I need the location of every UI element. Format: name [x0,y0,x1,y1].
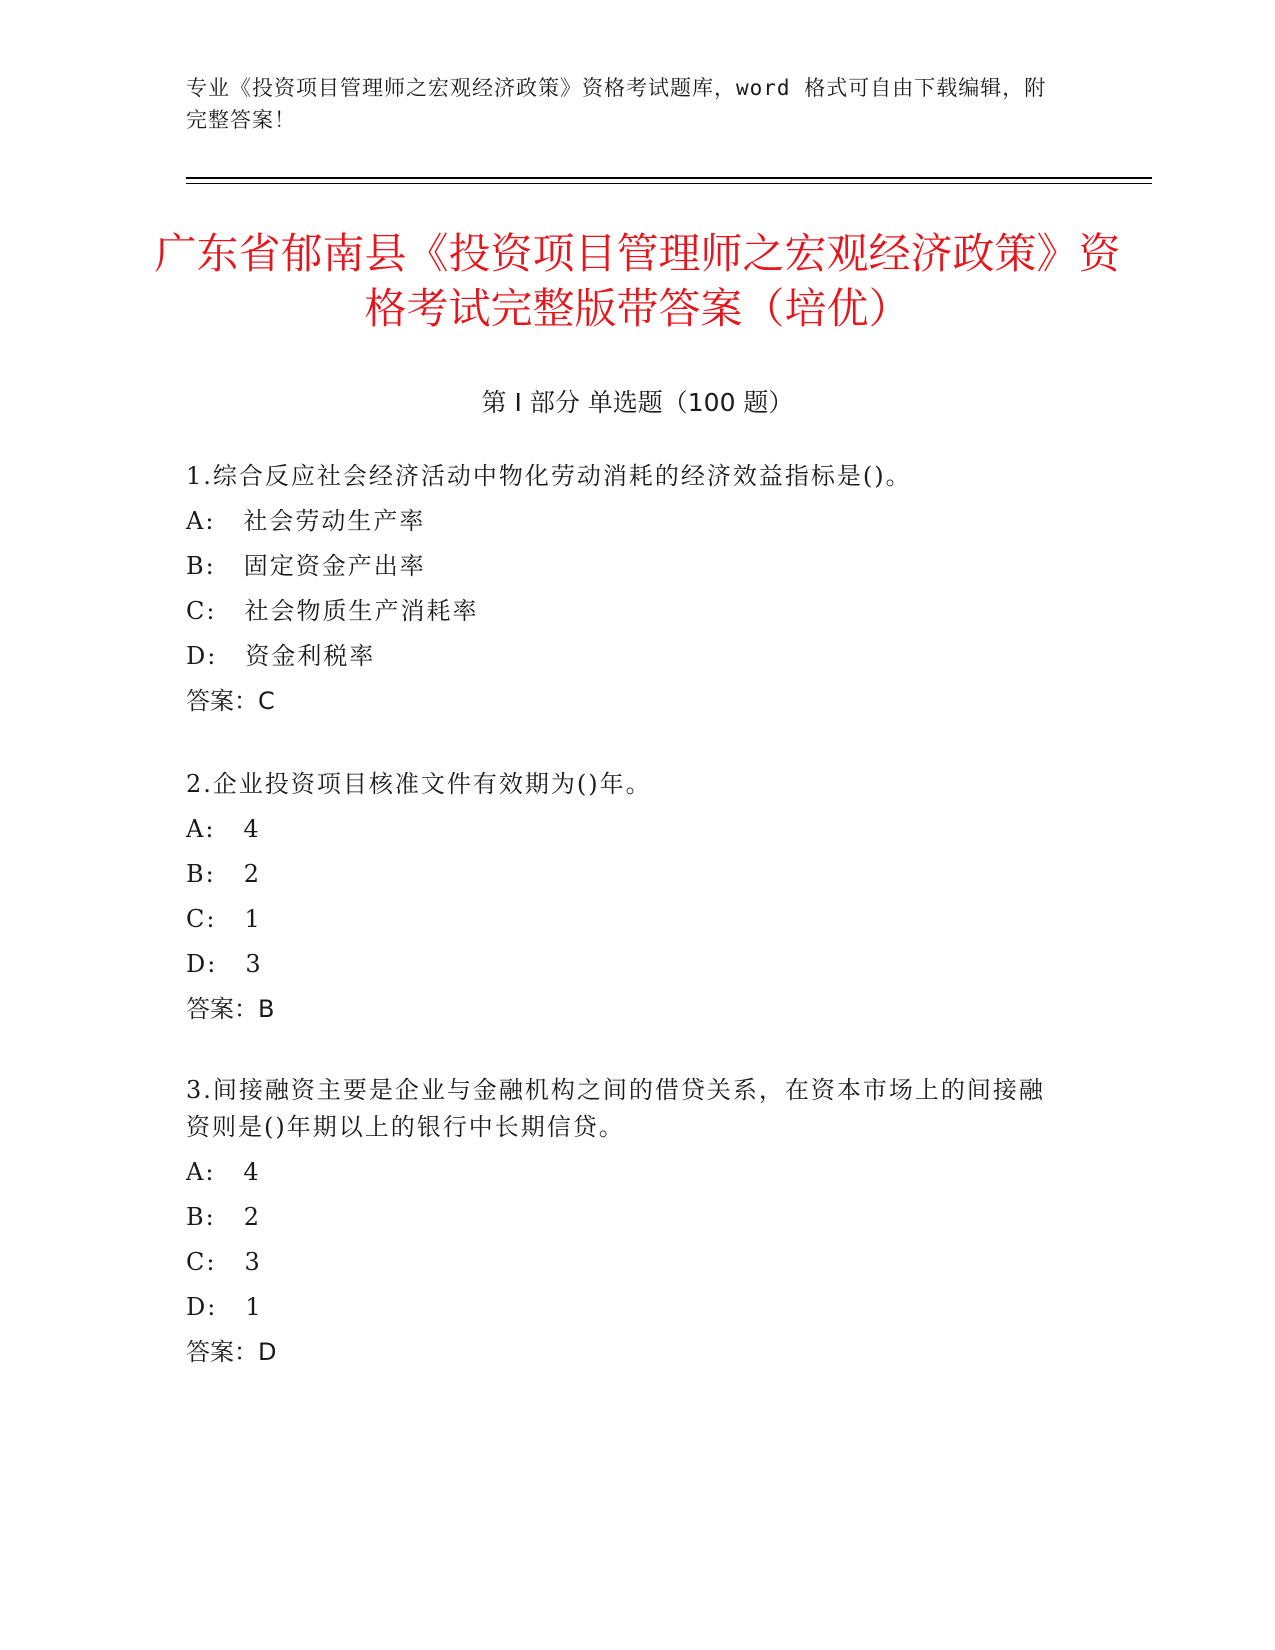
option-d [186,946,1066,991]
question-1 [186,458,1066,728]
header-divider-thin [186,183,1152,184]
option-text: 固定资金产出率 [243,552,426,580]
option-c [186,593,1066,638]
option-key: B: [186,552,216,580]
option-key: D: [186,642,218,670]
option-text: 2 [243,1203,262,1231]
option-key: C: [186,597,217,625]
option-text: 社会劳动生产率 [243,507,426,535]
option-b [186,1199,1066,1244]
option-key: B: [186,860,216,888]
header-divider-thick [186,177,1152,179]
option-a [186,1154,1066,1199]
option-text: 3 [245,950,263,978]
answer-line: 答案：D [186,1338,277,1366]
option-b [186,548,1066,593]
option-key: B: [186,1203,216,1231]
question-stem: 2.企业投资项目核准文件有效期为()年。 [186,770,652,798]
option-d [186,1289,1066,1334]
option-text: 3 [244,1248,262,1276]
option-a [186,503,1066,548]
option-text: 4 [243,815,261,843]
question-stem: 3.间接融资主要是企业与金融机构之间的借贷关系，在资本市场上的间接融资则是()年期以上的银行中长期信贷。 [186,1076,1045,1141]
option-text: 社会物质生产消耗率 [244,597,479,625]
answer-line: 答案：C [186,687,275,715]
option-text: 资金利税率 [245,642,376,670]
option-key: A: [186,815,216,843]
document-title: 广东省郁南县《投资项目管理师之宏观经济政策》资格考试完整版带答案（培优） [154,229,1121,333]
answer-line: 答案：B [186,995,275,1023]
option-key: D: [186,950,218,978]
option-text: 4 [243,1158,261,1186]
header-note: 专业《投资项目管理师之宏观经济政策》资格考试题库，word 格式可自由下载编辑，附完整答案！ [186,76,1047,132]
option-key: D: [186,1293,218,1321]
option-text: 1 [245,1293,263,1321]
option-text: 1 [244,905,262,933]
option-b [186,856,1066,901]
section-title: 第 I 部分 单选题（100 题） [481,388,794,417]
option-key: A: [186,1158,216,1186]
question-stem: 1.综合反应社会经济活动中物化劳动消耗的经济效益指标是()。 [186,462,912,490]
option-a [186,811,1066,856]
option-key: A: [186,507,216,535]
option-d [186,638,1066,683]
question-3 [186,1072,1066,1379]
option-c [186,901,1066,946]
option-c [186,1244,1066,1289]
question-2 [186,766,1066,1036]
option-key: C: [186,1248,217,1276]
option-text: 2 [243,860,262,888]
option-key: C: [186,905,217,933]
